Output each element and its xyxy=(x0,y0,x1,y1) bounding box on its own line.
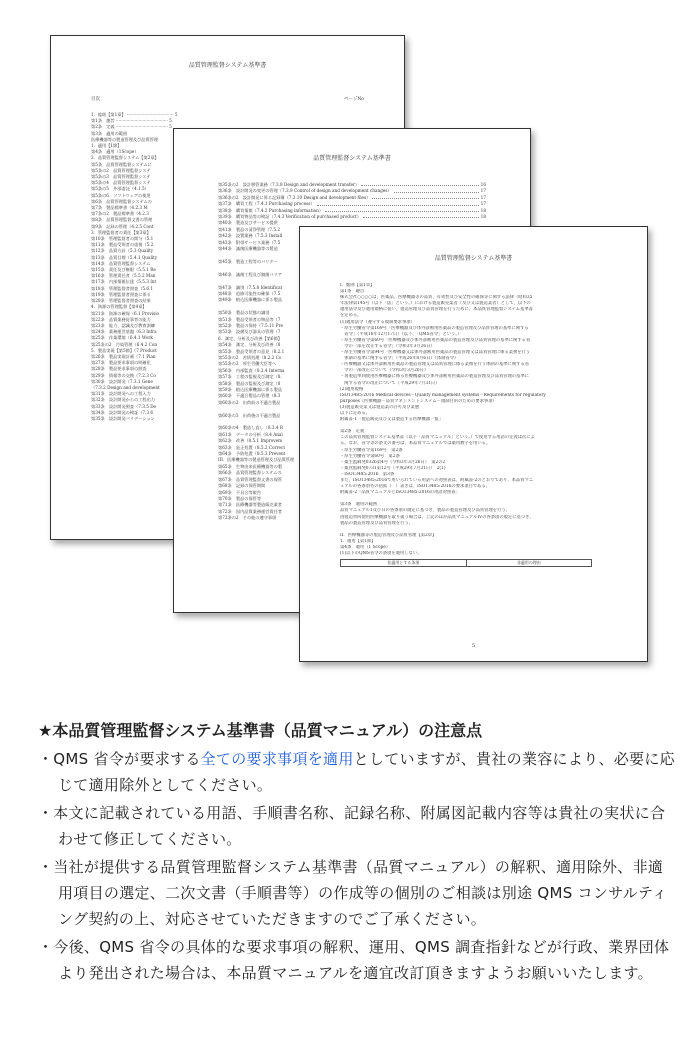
index-row-title: 第71条 医療機器等製造販売業者 xyxy=(218,502,282,508)
index-row-title: 6．測定、分析及び改善【第6節】 xyxy=(218,335,282,341)
toc-line: 第17条 内部情報伝達（5.5.3 Int xyxy=(91,279,157,285)
index-row-title: 第70条 製品の保管等 xyxy=(218,495,262,501)
index-row-title: 第38条 購買情報（7.4.2 Purchasing information） xyxy=(218,207,324,213)
index-row-title: 第69条 不具合等報告 xyxy=(218,489,262,495)
index-row-title: III．医療機器等の製造管理及び品質管理 xyxy=(218,457,295,463)
note-text: ・QMS 省令が要求する xyxy=(38,750,201,768)
index-row-title: 第49条 植込医療機器に係る製品 xyxy=(218,297,282,303)
note-link[interactable]: 全ての要求事項を適用 xyxy=(200,750,354,768)
index-row-title: 第56条 内部監査（8.2.4 Interna xyxy=(218,367,285,373)
leader-dots xyxy=(394,188,479,192)
index-row-title: 第57条 工程の監視及び測定（8. xyxy=(218,374,282,380)
body-line: 株式会社○○○○は、医薬品、医療機器等の品質、有効性及び安全性の確保等に関する法律（昭和35 xyxy=(340,295,533,301)
index-row-title: 第46条 滅菌工程及び無菌バリア xyxy=(218,271,282,277)
index-row-title: 第44条 滅菌医療機器等の製造 xyxy=(218,246,278,252)
body-line: 品質マニュアル1及び日の各条項の規定に基づき、製品の製造管理及び品質管理を行う。 xyxy=(340,508,510,514)
index-row-page: 17 xyxy=(480,201,486,207)
index-row-title: 第52条 製品の保持（7.5.11 Pre xyxy=(218,322,283,328)
toc-line: 第9条 記録の管理（4.2.5 Cont xyxy=(91,223,154,229)
toc-line: 第7条 製品標準書（4.2.3 M xyxy=(91,205,148,211)
body-line: 令の一部を改正する省令」（令和3年3月26日） xyxy=(340,343,435,349)
body-line: 第2条 定義 xyxy=(340,429,365,435)
leader-dots xyxy=(361,182,478,186)
index-row-page: 18 xyxy=(480,214,486,220)
toc-line: 第5条の2 品質管理監督システ xyxy=(91,167,151,173)
page-title: 品質管理監督システム基準書 xyxy=(434,255,513,262)
toc-line: 第18条 管理監督者照査（5.6.1 xyxy=(91,285,154,291)
body-line: ・厚生労働省令第169号「医療機器及び体外診断用医薬品の製造管理及び品質管理の基準に関する xyxy=(340,325,529,331)
body-text xyxy=(340,283,611,567)
toc-line: 第25条 作業環境（6.4.1 Work xyxy=(91,335,153,341)
index-row-title: 第68条 記録の保管期間 xyxy=(218,483,266,489)
toc-line: 第4条 適用（1Scope） xyxy=(91,149,139,155)
body-line: ・薬生監麻発0326第4号（令和3年3月26日） 第2の2 xyxy=(340,459,446,465)
index-row-title: 第63条 是正処置（8.5.2 Correct xyxy=(218,444,286,450)
body-line: ・厚生労働省令第169号 第2条 xyxy=(340,447,403,453)
table-header-cell: 非適用とする条項 xyxy=(341,560,467,566)
index-row-title: 第37条 購買工程（7.4.1 Purchasing process） xyxy=(218,201,315,207)
index-row-title: 第58条 製品の監視及び測定（8 xyxy=(218,380,281,386)
index-row-page: 16 xyxy=(480,182,486,187)
toc-line: 第5条の4 品質管理監督システ xyxy=(91,180,151,186)
index-row-title: 第55条の2 苦情処理（8.2.2 Co xyxy=(218,354,282,360)
index-row-title: 第72条の2 その他の遵守事項 xyxy=(218,515,277,521)
body-line: 附属書-1「製造販売及び又は製造する医療機器一覧」 xyxy=(340,417,444,423)
body-line: 製品の製造管理及び品質管理を行う。 xyxy=(340,520,414,526)
leader-dots xyxy=(372,195,478,199)
body-line: ISO13485:2016 Medical devices－Quality management systems－Requirements for regulatory xyxy=(340,392,546,398)
toc-line: 第2条 定義 ······································· 5 xyxy=(91,124,172,130)
body-lines xyxy=(340,283,611,557)
toc-line: 第16条 管理責任者（5.5.2 Man xyxy=(91,273,156,279)
index-row-title: 第59条 植込医療機器に係る製品 xyxy=(218,387,282,392)
index-row-title: 第64条 予防処置（8.5.3 Prevent xyxy=(218,451,286,457)
toc-line: 第13条 品質目標（5.4.1 Quality xyxy=(91,254,158,260)
toc-line: 1．総則【第1章】 ··································· 5 xyxy=(91,112,178,117)
index-row-title: 第60条の3 出荷後の不適合製品 xyxy=(218,412,281,418)
toc-line: 第5条の5 外部委託（4.1.5） xyxy=(91,186,149,192)
index-row-title: 第60条の4 製造し直し（8.3.4 R xyxy=(218,425,284,431)
toc-line: 第27条 製品要求事項の明確化 xyxy=(91,360,151,366)
leader-dots xyxy=(363,214,479,218)
body-line: 附属書-2「品質マニュアルとISO13485:2016の用語対照表」 xyxy=(340,490,460,496)
notes-list xyxy=(38,746,678,986)
toc-line: 第7条の2 製品標準書（4.2.3 xyxy=(91,211,149,217)
body-line: 年法律第145号（以下「法」という。）における製造販売業者（及び又は製造業者）として、以下の xyxy=(340,301,531,307)
toc-line: 第23条 能力、認識及び教育訓練 xyxy=(91,322,155,328)
toc-line: 第32条 設計開発からの工程出力 xyxy=(91,397,155,403)
toc-line: 第5条の3 品質管理監督システ xyxy=(91,174,151,180)
toc-line: 第31条 設計開発への工程入力 xyxy=(91,391,151,397)
note-text: ・今後、QMS 省令の具体的な要求事項の解釈、運用、QMS 調査指針などが行政、業界団体より発出された場合は、本品質マニュアルを適宜改訂頂きますようお願いいたします。 xyxy=(38,938,670,982)
toc-line: 第24条 業務運営基盤（6.3 Infra xyxy=(91,329,157,335)
body-line: また、ISO13485:2016で用いられている用語への対照表は、附属書-2のとおりであり、本品質マニ xyxy=(340,478,534,483)
index-row-title: 第51条 製品受領者の物品等（7 xyxy=(218,316,281,322)
page-number: 5 xyxy=(471,643,476,649)
body-line: II．医療機器等の製造管理及び品質管理【第2章】 xyxy=(340,532,437,538)
toc-line: 3．管理監督者の責任【第3章】 xyxy=(91,229,151,235)
toc-line: 第10条 管理監督者の関与（5.1 xyxy=(91,236,154,242)
toc-line: 4．資源の管理監督【第4章】 xyxy=(91,304,147,310)
index-row-title: 第62条 改善（8.5.1 Improvem xyxy=(218,438,283,444)
index-row-title: 第55条 製品受領者の意見（8.2.1 xyxy=(218,348,285,354)
body-line: 体制の基準に関する省令」（平成26年8月6日）（体制省令） xyxy=(340,356,459,362)
index-row-title: 第40条 製造及びサービス提供 xyxy=(218,220,278,226)
toc-line: 第14条 品質管理監督システム xyxy=(91,260,151,266)
page-no-label: ページNo xyxy=(343,97,364,102)
toc-line: 第29条 情報等の交換（7.2.3 Co xyxy=(91,372,156,378)
note-item xyxy=(38,854,678,932)
body-line: (1)適用法令（遵守する規制要求事項） xyxy=(340,319,415,325)
index-row-title: 第35条の2 設計移管業務（7.3.8 Design and development transfer） xyxy=(218,182,360,187)
body-line: ・厚生労働省令第60号 第2条 xyxy=(340,453,400,459)
index-row-title: 第55条の3 厚生労働大臣等へ xyxy=(218,361,277,367)
contents-label: 目次 xyxy=(91,97,100,102)
note-item xyxy=(38,800,678,852)
body-line: (1)以下のQMS省令の条項を適用しない。 xyxy=(340,551,422,557)
index-row-title: 第66条 品質管理監督システムの xyxy=(218,470,282,476)
index-row-title: 第36条の2 設計開発に係る記録簿（7.3.10 Design and development files） xyxy=(218,194,371,200)
toc-line: 2．品質管理監督システム【第2章】 xyxy=(91,155,159,161)
toc-line: 第34条 設計開発の検証（7.3.6 xyxy=(91,409,154,415)
toc-line: 第35条 設計開発バリデーション xyxy=(91,415,155,421)
index-row-title: 第60条 不適合製品の管理（8.3 xyxy=(218,393,281,399)
toc-line: 第5条 品質管理監督システムに xyxy=(91,161,152,167)
note-text: としていますが、貴社の業容により、必要に応じて適用除外としてください。 xyxy=(58,750,675,794)
leader-dots xyxy=(325,208,479,212)
toc-line: 第12条 品質方針（5.3 Quality xyxy=(91,248,154,254)
toc-header xyxy=(91,96,364,102)
toc-line: 第21条 資源の確保（6.1 Provisio xyxy=(91,310,160,316)
body-line: 省令」（平成16年12月17日）（以下、「QMS省令」という。） xyxy=(340,331,462,337)
index-row-title: 第43条 附帯サービス業務（7.5 xyxy=(218,239,281,245)
toc-line: 第30条 設計開発（7.3.1 Gene xyxy=(91,378,153,384)
body-line: purposes（医療機器－品質マネジメントシステム－規制目的のための要求事項） xyxy=(340,398,497,404)
index-row-page: 17 xyxy=(480,194,486,200)
index-row-title: 第48条 追跡可能性の確保（7.5 xyxy=(218,290,281,296)
body-line: 以下に定める。 xyxy=(340,410,371,416)
toc-line: 第5条の6 ソフトウェアの使用 xyxy=(91,192,151,198)
body-line: ・医療機器又は体外診断用医薬品の製造管理又は品質管理に係る業務を行う体制の基準に関する省 xyxy=(340,362,530,368)
body-line: 関する省令の改正について（平成29年7月31日） xyxy=(340,380,440,386)
page-title: 品質管理監督システム基準書 xyxy=(313,155,391,162)
toc-line: 1．適用【1節】 xyxy=(91,143,122,149)
toc-line: 第8条 品質管理監督文書の管理 xyxy=(91,217,153,223)
body-line: 令の一部改正について（令和3年3月26日） xyxy=(340,368,429,374)
body-line: る。なお、省令等の条文の番号は、本品質マニュアルでは薬用数字を用いる。 xyxy=(340,441,491,447)
index-row-page: 18 xyxy=(480,207,486,213)
index-row-title: 第42条 設置業務（7.5.3 Install xyxy=(218,233,283,239)
table-header-cell: 非適用の理由 xyxy=(516,560,541,566)
leader-dots xyxy=(317,201,479,205)
body-line: 適用法令及び適用規格に従い、製造管理及び品質管理を行うために、本品質管理監督システム基準書 xyxy=(340,307,533,313)
index-row-title: 第50条 製品の状態の識別 xyxy=(218,310,270,316)
body-line: (3)製造販売業又は製造業の許可及び業態 xyxy=(340,404,420,410)
toc-line: 第28条 製品要求事項の照査 xyxy=(91,366,147,372)
toc-line: 第15条 責任及び権限（5.5.1 Re xyxy=(91,267,156,273)
toc-line: 医療機器等の製造管理及び品質管理 xyxy=(91,136,159,142)
body-line: ・再製造単回使用医療機器に係る医療機器及び体外診断用医薬品の製造管理及び品質管理の基準に xyxy=(340,374,530,380)
toc-line: 第22条 品質業務従事者の能力 xyxy=(91,316,151,322)
toc-line: 第19条 管理監督者照査に係る xyxy=(91,291,151,297)
toc-line: 第11条 製品受領者の重視（5.2 xyxy=(91,242,154,248)
toc-line: 第26条 製品実現計画（7.1 Plan xyxy=(91,353,156,359)
index-row-title: 第53条 設備及び器具の管理（7 xyxy=(218,329,281,335)
body-line: 第3条 適用の範囲 xyxy=(340,502,378,508)
body-line: ュアルの各条項名の括弧（ ）書きは、ISO13485:2016の要求項目である。 xyxy=(340,484,491,490)
body-line: I．総則【第1章】 xyxy=(340,283,375,288)
body-line: を定める。 xyxy=(340,313,362,319)
body-line: ・ISO13485:2016 第3条 xyxy=(340,471,395,477)
toc-line: 第1条 趣旨 ······································· 5 xyxy=(91,118,172,124)
body-line: 第4条 適用（1 Scope） xyxy=(340,545,391,551)
note-text: ・当社が提供する品質管理監督システム基準書（品質マニュアル）の解釈、適用除外、非適用項目の選定、二次文書（手順書等）の作成等の個別のご相談は別途 QMS コンサルティング契約の上、対応させていただきますのでご了承ください。 xyxy=(38,858,668,928)
body-line: 1．適用【第1節】 xyxy=(340,538,376,544)
index-row-title: 第54条 測定、分析及び改善（8 xyxy=(218,342,281,348)
body-line: ・薬食監麻発0731第12号（平成29年7月31日） 2(1) xyxy=(340,465,446,471)
toc-line: （7.3.2 Design and development xyxy=(91,384,160,390)
body-line: この品質管理監督システム基準書（以下「品質マニュアル」という。）で使用する用語の定義は次によ xyxy=(340,435,535,441)
index-row-title: 第45条 製造工程等のバリデー xyxy=(218,258,278,264)
note-item xyxy=(38,746,678,798)
index-row-title: 第65条 生物由来医療機器等の製 xyxy=(218,463,282,469)
notes-title: ★本品質管理監督システム基準書（品質マニュアル）の注意点 xyxy=(38,721,483,740)
index-row-page: 17 xyxy=(480,188,486,194)
index-row-title: 第41条 製品の清浄管理（7.5.2 xyxy=(218,226,281,232)
notes-section xyxy=(38,718,678,988)
toc-line: 5．製品実現【第5節】（7 Product xyxy=(91,347,157,353)
body-line: ・厚生労働省令第60号「医療機器及び体外診断用医薬品の製造管理及び品質管理の基準に関する省 xyxy=(340,337,531,343)
non-applicable-table xyxy=(340,559,592,567)
page-title: 品質管理監督システム基準書 xyxy=(188,62,267,69)
document-page-body xyxy=(299,226,648,662)
body-line: 第1条 趣旨 xyxy=(340,289,365,295)
toc-line: 第6条 品質管理監督システムの xyxy=(91,198,152,204)
index-row-title: 第60条の2 出荷前の不適合製品 xyxy=(218,399,281,405)
toc-line: 第3条 適用の範囲 xyxy=(91,130,128,136)
note-text: ・本文に記載されている用語、手順書名称、記録名称、附属図記載内容等は貴社の実状に合わせて修正してください。 xyxy=(38,804,666,848)
body-line: ・厚生労働省令第94号「医療機器又は体外診断用医薬品の製造管理又は品質管理に係る業務を行う xyxy=(340,350,531,356)
index-row-title: 第39条 購買物品等の検証（7.4.3 Verification of purchased product） xyxy=(218,214,361,220)
note-item xyxy=(38,934,678,986)
index-row-title: 第47条 識別（7.5.8 Identificat xyxy=(218,284,283,290)
index-row-title: 第67条 品質管理監督文書の保管 xyxy=(218,476,282,482)
toc-line: 第20条 管理監督者照査の結果 xyxy=(91,298,151,304)
body-line: 再製造単回使用医療機器を取り扱う場合は、上記のほか品質マニュアルIVの各条項の規定に基づき、 xyxy=(340,514,534,520)
index-row-title: 第36条 設計開発の変更の管理（7.3.9 Control of design and development changes） xyxy=(218,188,392,194)
index-row-title: 第61条 データの分析（8.4 Anal xyxy=(218,431,283,437)
body-line: (2)適用規格 xyxy=(340,386,364,392)
toc-line: 第25条の2 汚染管理（6.4.2 Con xyxy=(91,341,158,347)
index-row-title: 第72条 国内品質業務運営責任者 xyxy=(218,508,282,514)
toc-line: 第33条 設計開発照査（7.3.5 De xyxy=(91,403,157,409)
